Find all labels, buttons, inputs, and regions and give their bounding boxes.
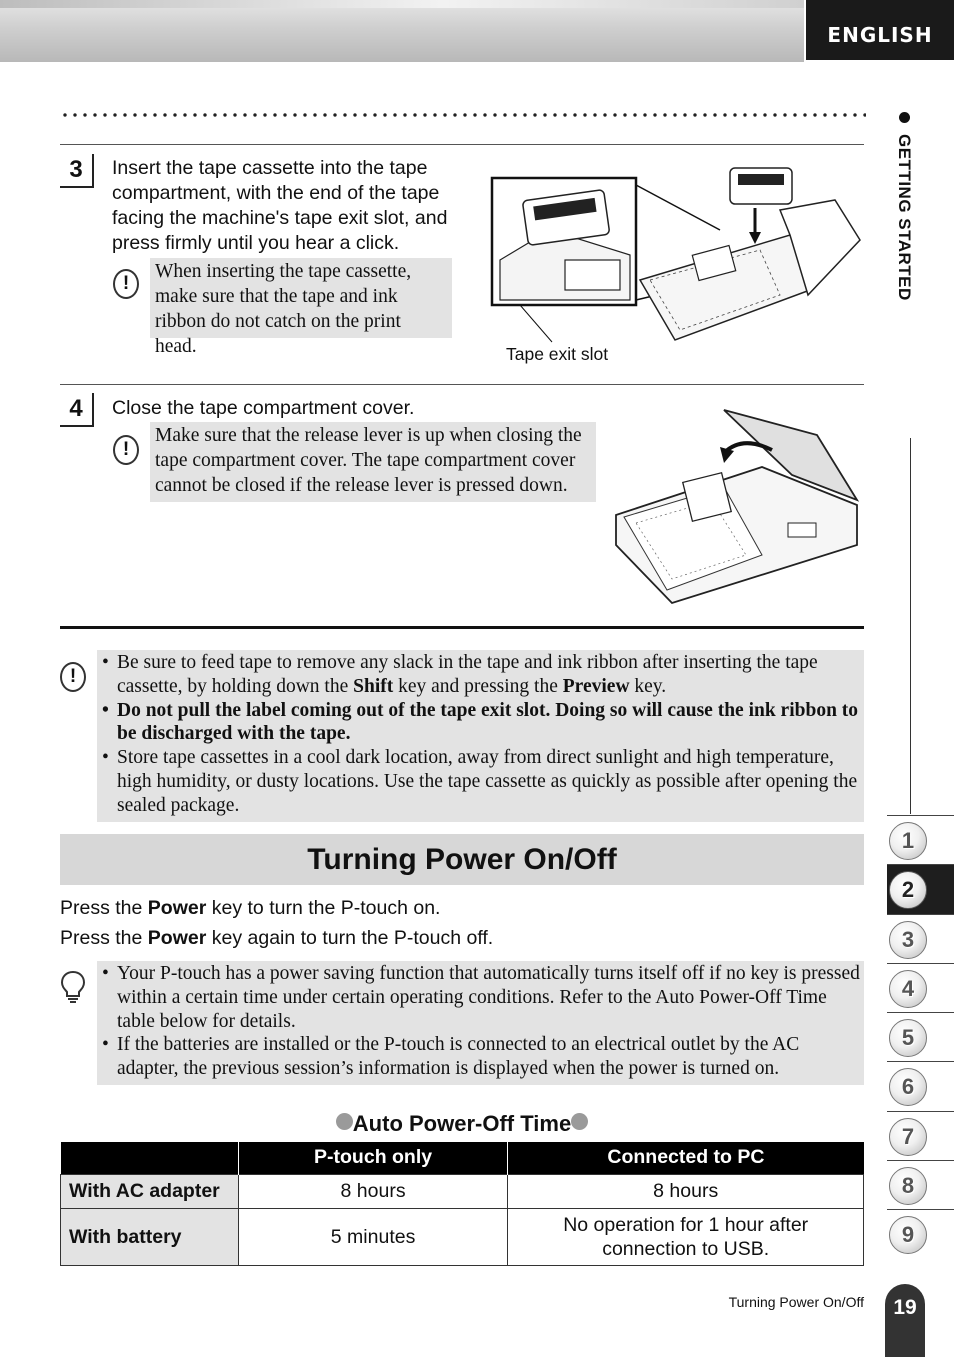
hint-note [97, 961, 864, 1085]
step-3-text: Insert the tape cassette into the tape compartment, with the end of the tape facing the machine's tape exit slot, and press firmly until you hear a click. [112, 157, 448, 254]
side-section-label: GETTING STARTED [895, 134, 914, 301]
close-cover-illustration [612, 405, 862, 607]
caution-note [97, 650, 864, 822]
chapter-number: 9 [889, 1216, 927, 1254]
side-divider [910, 438, 911, 814]
chapter-tab-4[interactable] [887, 963, 954, 1012]
chapter-tab-7[interactable] [887, 1111, 954, 1160]
chapter-tab-6[interactable] [887, 1061, 954, 1110]
chapter-tab-8[interactable] [887, 1160, 954, 1209]
dotted-divider [60, 112, 866, 118]
chapter-tabs [887, 815, 954, 1259]
chapter-tab-2[interactable] [887, 864, 954, 913]
table-row [61, 1174, 864, 1208]
power-on-line: Press the Power key to turn the P-touch on. [60, 897, 441, 919]
table-cell: 8 hours [508, 1174, 864, 1208]
page-number: 19 [885, 1284, 925, 1357]
row-header: With AC adapter [61, 1174, 239, 1208]
table-cell: 5 minutes [238, 1208, 508, 1265]
caution-item: • Do not pull the label coming out of the tape exit slot. Doing so will cause the ink ribbon to be discharged with the tape. [97, 699, 860, 747]
chapter-number: 7 [889, 1118, 927, 1156]
side-section-title [893, 112, 919, 342]
lightbulb-icon [60, 970, 86, 1004]
table-title: Auto Power-Off Time [60, 1111, 864, 1137]
tape-cassette-illustration [490, 160, 862, 350]
chapter-tab-9[interactable] [887, 1209, 954, 1258]
caution-list [97, 651, 860, 818]
hint-item: • If the batteries are installed or the P-touch is connected to an electrical outlet by the AC adapter, the previous session’s information is displayed when the power is turned on. [97, 1033, 862, 1081]
chapter-number: 6 [889, 1068, 927, 1106]
chapter-number: 4 [889, 970, 927, 1008]
table-header-row [61, 1142, 864, 1174]
hint-item: • Your P-touch has a power saving function that automatically turns itself off if no key is pressed within a certain time under certain operating conditions. Refer to the Auto Power-Off Time table below for details. [97, 962, 862, 1033]
step-number-3: 3 [60, 154, 94, 188]
section-rule [60, 626, 864, 629]
step-number-4: 4 [60, 393, 94, 427]
column-header: Connected to PC [508, 1142, 864, 1174]
chapter-tab-3[interactable] [887, 914, 954, 963]
language-tab: ENGLISH [806, 0, 954, 60]
chapter-number: 5 [889, 1019, 927, 1057]
step-divider [60, 144, 864, 145]
chapter-tab-5[interactable] [887, 1012, 954, 1061]
chapter-number: 2 [889, 871, 927, 909]
step-4-text: Close the tape compartment cover. [112, 397, 415, 419]
tape-exit-slot-callout: Tape exit slot [506, 344, 609, 364]
chapter-number: 3 [889, 921, 927, 959]
step-3-note: When inserting the tape cassette, make sure that the tape and ink ribbon do not catch on the print head. [150, 258, 452, 338]
running-footer: Turning Power On/Off [728, 1294, 864, 1310]
hint-list [97, 962, 862, 1081]
chapter-number: 1 [889, 822, 927, 860]
bullet-icon [336, 1113, 353, 1130]
table-cell: No operation for 1 hour after connection to USB. [508, 1208, 864, 1265]
section-heading: Turning Power On/Off [60, 834, 864, 885]
caution-item: • Be sure to feed tape to remove any slack in the tape and ink ribbon after inserting the tape cassette, by holding down the Shift key and pressing the Preview key. [97, 651, 860, 699]
table-cell: 8 hours [238, 1174, 508, 1208]
step-4-note: Make sure that the release lever is up when closing the tape compartment cover. The tape compartment cover cannot be closed if the release lever is pressed down. [150, 422, 596, 502]
chapter-tab-1[interactable] [887, 815, 954, 864]
table-row [61, 1208, 864, 1265]
auto-power-off-table [60, 1142, 864, 1266]
caution-icon: ! [113, 435, 139, 465]
column-header [61, 1142, 239, 1174]
bullet-icon [571, 1113, 588, 1130]
chapter-number: 8 [889, 1167, 927, 1205]
column-header: P-touch only [238, 1142, 508, 1174]
header-band [0, 0, 804, 62]
step-divider [60, 384, 864, 385]
caution-icon: ! [113, 269, 139, 299]
caution-icon: ! [60, 662, 86, 692]
row-header: With battery [61, 1208, 239, 1265]
bullet-icon [899, 112, 910, 123]
power-off-line: Press the Power key again to turn the P-touch off. [60, 927, 494, 949]
caution-item: • Store tape cassettes in a cool dark location, away from direct sunlight and high temperature, high humidity, or dusty locations. Use the tape cassette as quickly as possible after opening the sealed package. [97, 746, 860, 817]
